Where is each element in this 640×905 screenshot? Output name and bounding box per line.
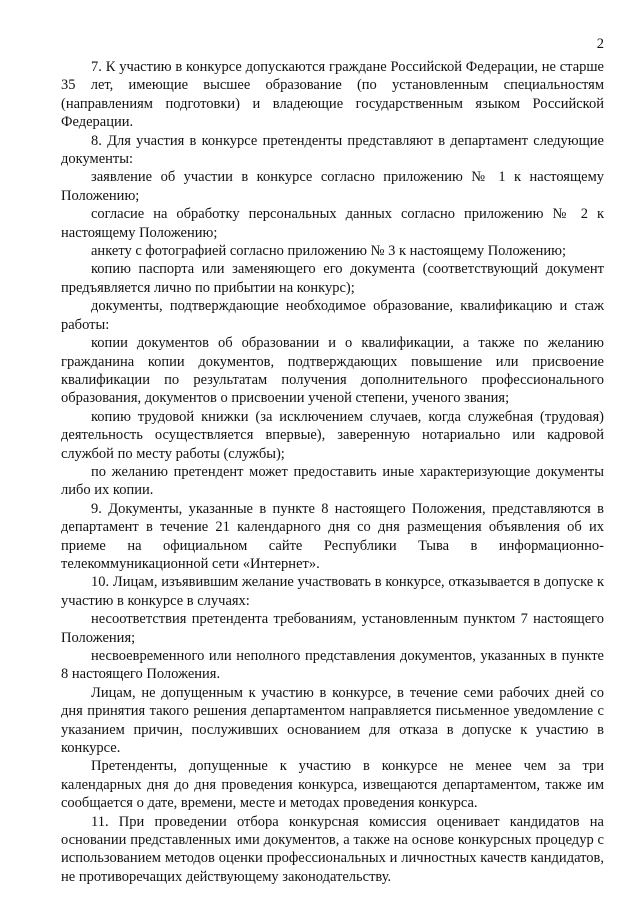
paragraph-clause-9: 9. Документы, указанные в пункте 8 настоящего Положения, представляются в департамент в течение 21 календарного дня со дня размещения объявления об их приеме на официальном сайте Республики Тыва в информационно-телекоммуникационной сети «Интернет». bbox=[61, 500, 604, 572]
paragraph-employment-record: копию трудовой книжки (за исключением случаев, когда служебная (трудовая) деятельность осуществляется впервые), заверенную нотариально или кадровой службой по месту работы (службы); bbox=[61, 408, 604, 462]
paragraph-rejection-notice: Лицам, не допущенным к участию в конкурсе, в течение семи рабочих дней со дня принятия такого решения департаментом направляется письменное уведомление с указанием причин, послуживших основанием для отказа в допуске к участию в конкурсе. bbox=[61, 684, 604, 757]
paragraph-education-docs: документы, подтверждающие необходимое образование, квалификацию и стаж работы: bbox=[61, 298, 604, 333]
paragraph-nonconformity: несоответствия претендента требованиям, установленным пунктом 7 настоящего Положения; bbox=[61, 611, 604, 646]
paragraph-admitted-notice: Претенденты, допущенные к участию в конкурсе не менее чем за три календарных дня до дня проведения конкурса, извещаются департаментом, также им сообщается о дате, времени, месте и методах проведения конкурса. bbox=[61, 758, 604, 812]
paragraph-clause-7: 7. К участию в конкурсе допускаются граждане Российской Федерации, не старше 35 лет, имеющие высшее образование (по установленным специальностям (направлениям подготовки) и владеющие государственным языком Российской Федерации. bbox=[61, 59, 604, 131]
paragraph-clause-8: 8. Для участия в конкурсе претенденты представляют в департамент следующие документы: bbox=[61, 132, 604, 168]
paragraph-passport: копию паспорта или заменяющего его документа (соответствующий документ предъявляется лично по прибытии на конкурс); bbox=[61, 261, 604, 296]
paragraph-late-submission: несвоевременного или неполного представления документов, указанных в пункте 8 настоящего Положения. bbox=[61, 648, 604, 683]
paragraph-consent: согласие на обработку персональных данных согласно приложению № 2 к настоящему Положению; bbox=[61, 206, 604, 241]
page-number: 2 bbox=[596, 36, 604, 52]
paragraph-diploma-copies: копии документов об образовании и о квалификации, а также по желанию гражданина копии документов, подтверждающих повышение или присвоение квалификации по результатам получения дополнительного профессионального образования, документов о присвоении ученой степени, ученого звания; bbox=[61, 335, 604, 407]
paragraph-questionnaire: анкету с фотографией согласно приложению № 3 к настоящему Положению; bbox=[91, 243, 567, 260]
paragraph-other-docs: по желанию претендент может предоставить иные характеризующие документы либо их копии. bbox=[61, 463, 604, 499]
paragraph-application: заявление об участии в конкурсе согласно приложению № 1 к настоящему Положению; bbox=[61, 169, 604, 204]
paragraph-clause-11: 11. При проведении отбора конкурсная комиссия оценивает кандидатов на основании представленных ими документов, а также на основе конкурсных процедур с использованием методов оценки профессиональных и личностных качеств кандидатов, не противоречащих действующему законодательству. bbox=[61, 813, 604, 885]
paragraph-clause-10: 10. Лицам, изъявившим желание участвовать в конкурсе, отказывается в допуске к участию в конкурсе в случаях: bbox=[61, 574, 604, 609]
document-body bbox=[61, 58, 604, 886]
